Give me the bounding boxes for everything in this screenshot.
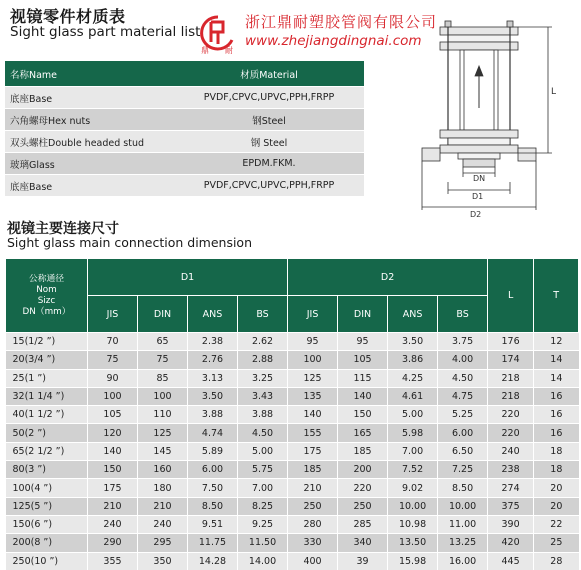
col-nominal-size xyxy=(6,259,88,333)
col-d1-din: DIN xyxy=(138,296,188,333)
table-row xyxy=(5,109,364,131)
part-material: 钢Steel xyxy=(174,109,364,131)
brand-logo-icon xyxy=(199,14,237,54)
table-row xyxy=(5,131,364,153)
dimension-cell: 4.75 xyxy=(438,387,488,405)
dimension-cell: 218 xyxy=(488,387,534,405)
group-d2: D2 xyxy=(288,259,488,296)
dimension-cell: 165 xyxy=(338,424,388,442)
nominal-size-cell: 100(4 ”) xyxy=(6,479,88,497)
dimension-cell: 150 xyxy=(338,406,388,424)
dimension-cell: 176 xyxy=(488,333,534,351)
dimension-cell: 238 xyxy=(488,461,534,479)
dimension-cell: 3.75 xyxy=(438,333,488,351)
table-row xyxy=(6,387,579,405)
dimension-title-cn: 视镜主要连接尺寸 xyxy=(7,221,119,237)
dimension-cell: 290 xyxy=(88,534,138,552)
dimension-cell: 240 xyxy=(138,515,188,533)
dimension-cell: 2.88 xyxy=(238,351,288,369)
dimension-cell: 14 xyxy=(534,369,579,387)
dimension-cell: 12 xyxy=(534,333,579,351)
col-d2-ans: ANS xyxy=(388,296,438,333)
dimension-cell: 22 xyxy=(534,515,579,533)
dimension-cell: 160 xyxy=(138,461,188,479)
part-material: 钢 Steel xyxy=(174,131,364,153)
dimension-cell: 180 xyxy=(138,479,188,497)
dimension-cell: 75 xyxy=(138,351,188,369)
material-table xyxy=(5,61,364,196)
nominal-line-2: Nom xyxy=(36,284,57,295)
dimension-cell: 220 xyxy=(488,424,534,442)
dimension-cell: 5.98 xyxy=(388,424,438,442)
dimension-cell: 140 xyxy=(338,387,388,405)
material-table-header xyxy=(5,61,364,87)
dimension-cell: 11.00 xyxy=(438,515,488,533)
dimension-cell: 70 xyxy=(88,333,138,351)
dimension-cell: 4.50 xyxy=(238,424,288,442)
dimension-cell: 16 xyxy=(534,406,579,424)
nominal-size-cell: 20(3/4 ”) xyxy=(6,351,88,369)
dimension-title-en: Sight glass main connection dimension xyxy=(7,235,253,250)
dimension-cell: 100 xyxy=(138,387,188,405)
part-material: PVDF,CPVC,UPVC,PPH,FRPP xyxy=(174,175,364,197)
table-row xyxy=(5,153,364,175)
table-row xyxy=(6,479,579,497)
dimension-cell: 4.74 xyxy=(188,424,238,442)
dimension-cell: 220 xyxy=(488,406,534,424)
dimension-cell: 100 xyxy=(88,387,138,405)
dimension-cell: 105 xyxy=(88,406,138,424)
part-material: EPDM.FKM. xyxy=(174,153,364,175)
dimension-cell: 2.62 xyxy=(238,333,288,351)
table-row xyxy=(6,515,579,533)
nominal-line-3: Sizc xyxy=(37,295,56,306)
dimension-cell: 175 xyxy=(288,442,338,460)
dimension-cell: 445 xyxy=(488,552,534,570)
dimension-cell: 250 xyxy=(338,497,388,515)
dimension-cell: 20 xyxy=(534,479,579,497)
dimension-cell: 28 xyxy=(534,552,579,570)
dimension-cell: 5.25 xyxy=(438,406,488,424)
label-d1: D1 xyxy=(472,192,484,201)
dimension-cell: 200 xyxy=(338,461,388,479)
table-row xyxy=(6,351,579,369)
dimension-cell: 3.25 xyxy=(238,369,288,387)
col-d2-din: DIN xyxy=(338,296,388,333)
nominal-size-cell: 40(1 1/2 ”) xyxy=(6,406,88,424)
dimension-cell: 10.00 xyxy=(388,497,438,515)
table-row xyxy=(6,552,579,570)
dimension-cell: 125 xyxy=(138,424,188,442)
dimension-cell: 7.00 xyxy=(388,442,438,460)
logo-char-1: 鼎 xyxy=(201,46,209,54)
dimension-cell: 18 xyxy=(534,442,579,460)
dimension-cell: 2.38 xyxy=(188,333,238,351)
brand-name: 浙江鼎耐塑胶管阀有限公司 xyxy=(245,13,438,31)
dimension-cell: 90 xyxy=(88,369,138,387)
table-row xyxy=(6,442,579,460)
dimension-cell: 120 xyxy=(88,424,138,442)
dimension-cell: 5.00 xyxy=(388,406,438,424)
nominal-size-cell: 15(1/2 ”) xyxy=(6,333,88,351)
brand-url[interactable]: www.zhejiangdingnai.com xyxy=(245,33,422,49)
dimension-cell: 15.98 xyxy=(388,552,438,570)
dimension-cell: 5.00 xyxy=(238,442,288,460)
dimension-cell: 4.50 xyxy=(438,369,488,387)
dimension-cell: 3.88 xyxy=(188,406,238,424)
nominal-size-cell: 50(2 ”) xyxy=(6,424,88,442)
dimension-cell: 110 xyxy=(138,406,188,424)
dimension-cell: 240 xyxy=(488,442,534,460)
dimension-cell: 85 xyxy=(138,369,188,387)
dimension-cell: 155 xyxy=(288,424,338,442)
dimension-cell: 125 xyxy=(288,369,338,387)
part-material: PVDF,CPVC,UPVC,PPH,FRPP xyxy=(174,87,364,109)
col-d2-jis: JIS xyxy=(288,296,338,333)
part-name: 玻璃Glass xyxy=(5,153,174,175)
nominal-size-cell: 32(1 1/4 ”) xyxy=(6,387,88,405)
dimension-cell: 7.50 xyxy=(188,479,238,497)
nominal-size-cell: 65(2 1/2 ”) xyxy=(6,442,88,460)
dimension-cell: 8.50 xyxy=(438,479,488,497)
dimension-cell: 3.88 xyxy=(238,406,288,424)
dimension-cell: 140 xyxy=(288,406,338,424)
col-material: 材质Material xyxy=(174,61,364,87)
dimension-cell: 100 xyxy=(288,351,338,369)
nominal-size-cell: 150(6 ”) xyxy=(6,515,88,533)
table-row xyxy=(6,406,579,424)
dimension-cell: 7.52 xyxy=(388,461,438,479)
col-d1-ans: ANS xyxy=(188,296,238,333)
dimension-cell: 65 xyxy=(138,333,188,351)
dimension-cell: 295 xyxy=(138,534,188,552)
dimension-cell: 375 xyxy=(488,497,534,515)
nominal-line-4: DN（mm） xyxy=(22,306,71,317)
dimension-cell: 95 xyxy=(338,333,388,351)
label-l: L xyxy=(551,87,557,97)
dimension-cell: 13.50 xyxy=(388,534,438,552)
dimension-cell: 16.00 xyxy=(438,552,488,570)
dimension-cell: 4.61 xyxy=(388,387,438,405)
dimension-cell: 250 xyxy=(288,497,338,515)
dimension-cell: 390 xyxy=(488,515,534,533)
dimension-cell: 210 xyxy=(288,479,338,497)
dimension-cell: 16 xyxy=(534,387,579,405)
dimension-cell: 39 xyxy=(338,552,388,570)
nominal-line-1: 公称通径 xyxy=(28,273,65,284)
table-row xyxy=(6,497,579,515)
dimension-cell: 285 xyxy=(338,515,388,533)
dimension-cell: 330 xyxy=(288,534,338,552)
col-t: T xyxy=(534,259,579,333)
dimension-cell: 14.00 xyxy=(238,552,288,570)
dimension-cell: 5.89 xyxy=(188,442,238,460)
logo-char-2: 耐 xyxy=(225,46,233,54)
dimension-cell: 400 xyxy=(288,552,338,570)
dimension-cell: 185 xyxy=(288,461,338,479)
label-dn: DN xyxy=(473,174,486,183)
dimension-cell: 4.00 xyxy=(438,351,488,369)
dimension-cell: 145 xyxy=(138,442,188,460)
label-d2: D2 xyxy=(470,210,482,219)
dimension-cell: 150 xyxy=(88,461,138,479)
dimension-cell: 9.51 xyxy=(188,515,238,533)
dimension-cell: 274 xyxy=(488,479,534,497)
part-name: 六角螺母Hex nuts xyxy=(5,109,174,131)
col-d2-bs: BS xyxy=(438,296,488,333)
nominal-size-cell: 200(8 ”) xyxy=(6,534,88,552)
dimension-cell: 135 xyxy=(288,387,338,405)
nominal-size-cell: 25(1 ”) xyxy=(6,369,88,387)
col-d1-jis: JIS xyxy=(88,296,138,333)
dimension-cell: 105 xyxy=(338,351,388,369)
sight-glass-drawing xyxy=(418,10,578,220)
dimension-cell: 10.00 xyxy=(438,497,488,515)
dimension-cell: 3.13 xyxy=(188,369,238,387)
dimension-cell: 13.25 xyxy=(438,534,488,552)
dimension-cell: 3.86 xyxy=(388,351,438,369)
nominal-size-cell: 125(5 ”) xyxy=(6,497,88,515)
dimension-cell: 115 xyxy=(338,369,388,387)
page-title-en: Sight glass part material list xyxy=(10,24,201,40)
dimension-cell: 240 xyxy=(88,515,138,533)
dimension-cell: 14.28 xyxy=(188,552,238,570)
table-row xyxy=(6,369,579,387)
group-d1: D1 xyxy=(88,259,288,296)
dimension-cell: 6.00 xyxy=(188,461,238,479)
dimension-cell: 7.25 xyxy=(438,461,488,479)
dimension-cell: 11.75 xyxy=(188,534,238,552)
dimension-cell: 210 xyxy=(88,497,138,515)
dimension-cell: 20 xyxy=(534,497,579,515)
dimension-cell: 14 xyxy=(534,351,579,369)
dimension-cell: 8.25 xyxy=(238,497,288,515)
part-name: 双头螺柱Double headed stud xyxy=(5,131,174,153)
dimension-cell: 75 xyxy=(88,351,138,369)
dimension-cell: 3.50 xyxy=(188,387,238,405)
dimension-cell: 2.76 xyxy=(188,351,238,369)
dimension-cell: 4.25 xyxy=(388,369,438,387)
dimension-cell: 280 xyxy=(288,515,338,533)
dimension-cell: 175 xyxy=(88,479,138,497)
dimension-cell: 11.50 xyxy=(238,534,288,552)
dimension-cell: 25 xyxy=(534,534,579,552)
table-row xyxy=(6,534,579,552)
dimension-cell: 185 xyxy=(338,442,388,460)
dimension-cell: 3.50 xyxy=(388,333,438,351)
table-row xyxy=(6,461,579,479)
part-name: 底座Base xyxy=(5,87,174,109)
dimension-cell: 7.00 xyxy=(238,479,288,497)
table-row xyxy=(6,333,579,351)
dimension-cell: 10.98 xyxy=(388,515,438,533)
dimension-cell: 174 xyxy=(488,351,534,369)
dimension-cell: 95 xyxy=(288,333,338,351)
col-d1-bs: BS xyxy=(238,296,288,333)
nominal-size-cell: 250(10 ”) xyxy=(6,552,88,570)
nominal-size-cell: 80(3 ”) xyxy=(6,461,88,479)
dimension-cell: 340 xyxy=(338,534,388,552)
dimension-cell: 9.02 xyxy=(388,479,438,497)
dimension-cell: 18 xyxy=(534,461,579,479)
dimension-cell: 355 xyxy=(88,552,138,570)
page-title-cn: 视镜零件材质表 xyxy=(10,7,126,26)
dimension-cell: 6.50 xyxy=(438,442,488,460)
col-l: L xyxy=(488,259,534,333)
dimension-cell: 140 xyxy=(88,442,138,460)
table-row xyxy=(5,175,364,197)
part-name: 底座Base xyxy=(5,175,174,197)
table-row xyxy=(6,424,579,442)
dimension-cell: 6.00 xyxy=(438,424,488,442)
dimension-cell: 16 xyxy=(534,424,579,442)
dimension-cell: 350 xyxy=(138,552,188,570)
dimension-cell: 420 xyxy=(488,534,534,552)
dimension-cell: 9.25 xyxy=(238,515,288,533)
dimension-cell: 3.43 xyxy=(238,387,288,405)
dimension-cell: 8.50 xyxy=(188,497,238,515)
dimension-cell: 5.75 xyxy=(238,461,288,479)
dimension-cell: 220 xyxy=(338,479,388,497)
dimension-table-body xyxy=(6,333,579,570)
col-name: 名称Name xyxy=(5,61,174,87)
table-row xyxy=(5,87,364,109)
dimension-table xyxy=(5,258,579,570)
dimension-cell: 210 xyxy=(138,497,188,515)
dimension-cell: 218 xyxy=(488,369,534,387)
